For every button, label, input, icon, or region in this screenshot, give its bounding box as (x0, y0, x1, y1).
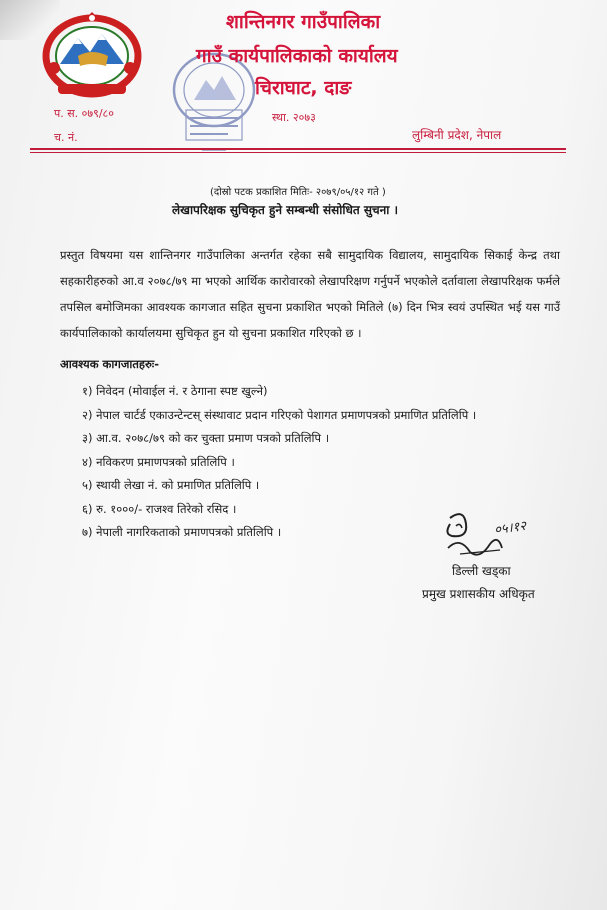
requirements-heading: आवश्यक कागजातहरुः- (60, 357, 159, 371)
list-item: ५) स्थायी लेखा नं. को प्रमाणित प्रतिलिपि । (82, 478, 260, 492)
notice-title: लेखापरिक्षक सुचिकृत हुने सम्बन्धी संसोधित सुचना । (172, 203, 399, 217)
list-item: २) नेपाल चार्टर्ड एकाउन्टेन्टस् संस्थावाट प्रदान गरिएको पेशागत प्रमाणपत्रको प्रमाणित प्रतिलिपि । (82, 407, 477, 422)
signature-date: ०५।१२ (493, 518, 528, 539)
municipality-name: शान्तिनगर गाउँपालिका (226, 11, 381, 33)
office-name: गाउँ कार्यपालिकाको कार्यालय (196, 45, 398, 67)
established-year: स्था. २०७३ (272, 111, 316, 124)
requirements-list (82, 380, 476, 545)
office-location: चिराघाट, दाङ (255, 77, 352, 99)
list-item: ४) नविकरण प्रमाणपत्रको प्रतिलिपि । (82, 454, 235, 469)
province-name: लुम्बिनी प्रदेश, नेपाल (412, 128, 502, 142)
list-item: ७) नेपाली नागरिकताको प्रमाणपत्रको प्रतिलिपि । (82, 525, 282, 539)
signatory-designation: प्रमुख प्रशासकीय अधिकृत (422, 587, 535, 601)
publication-note: (दोस्रो पटक प्रकाशित मितिः- २०७९/०५/१२ गते ) (210, 187, 386, 198)
notice-body: प्रस्तुत विषयमा यस शान्तिनगर गाउँपालिका अन्तर्गत रहेका सबै सामुदायिक विद्यालय, सामुदायिक सिकाई केन्द्र तथा सहकारीहरुको आ.व २०७८/७९ मा भएको आर्थिक कारोवारको लेखापरिक्षण गर्नुपर्ने भएकोले दर्तावाला लेखापरिक्षक फर्मले तपसिल बमोजिमका आवश्यक कागजात सहित सुचना प्रकाशित भएको मितिले (७) दिन भित्र स्वयं उपस्थित भई यस गाउँ कार्यपालिकाको कार्यालयमा सुचिकृत हुन यो सुचना प्रकाशित गरिएको छ । (60, 248, 560, 340)
header-divider-thin (30, 152, 566, 153)
reference-number: प. स. ०७९/८० (54, 107, 114, 120)
signatory-name: डिल्ली खड्का (452, 564, 511, 578)
list-item: ६) रु. १०००/- राजश्व तिरेको रसिद । (82, 501, 237, 516)
nepal-emblem-logo (38, 12, 146, 98)
list-item: ३) आ.व. २०७८/७९ को कर चुक्ता प्रमाण पत्रको प्रतिलिपि । (82, 431, 330, 445)
list-item: १) निवेदन (मोवाईल नं. र ठेगाना स्पष्ट खुल्ने) (82, 384, 268, 398)
header-divider (30, 148, 566, 150)
dispatch-number: च. नं. (54, 131, 78, 144)
